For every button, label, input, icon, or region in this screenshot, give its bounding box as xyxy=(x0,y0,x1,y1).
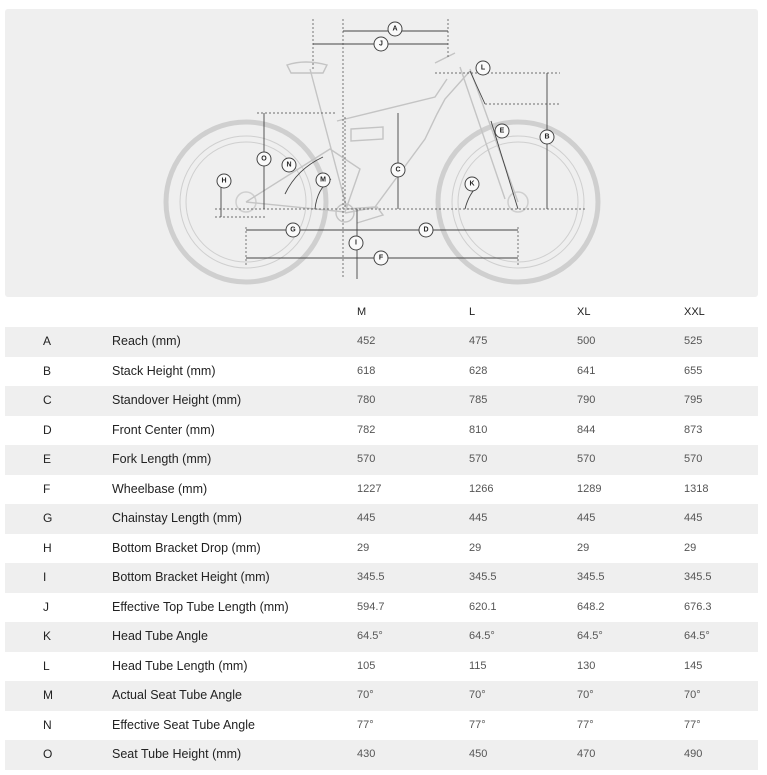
dimension-guides xyxy=(215,19,585,279)
row-value-xl: 844 xyxy=(577,423,596,436)
row-label: Fork Length (mm) xyxy=(112,452,212,466)
row-label: Seat Tube Height (mm) xyxy=(112,747,242,761)
row-value-l: 570 xyxy=(469,453,488,465)
table-row xyxy=(5,652,758,682)
row-value-xxl: 345.5 xyxy=(684,571,712,583)
row-code: G xyxy=(43,511,53,525)
row-label: Head Tube Angle xyxy=(112,629,208,643)
label-N xyxy=(282,158,296,172)
row-value-xxl: 1318 xyxy=(684,482,709,495)
row-code: K xyxy=(43,629,52,643)
row-code: E xyxy=(43,452,52,466)
table-row xyxy=(5,740,758,770)
row-value-m: 452 xyxy=(357,335,376,347)
label-A xyxy=(388,22,402,36)
row-value-l: 450 xyxy=(469,748,488,760)
row-value-l: 115 xyxy=(469,659,487,672)
table-row xyxy=(5,327,758,357)
table-header xyxy=(5,297,758,327)
row-value-m: 64.5° xyxy=(357,630,383,642)
row-code: I xyxy=(43,570,47,584)
row-value-m: 445 xyxy=(357,512,376,524)
label-D xyxy=(419,223,433,237)
row-value-l: 620.1 xyxy=(469,600,497,613)
row-code: L xyxy=(43,658,50,673)
column-header-xxl: XXL xyxy=(684,306,705,318)
row-value-m: 618 xyxy=(357,364,376,377)
row-value-l: 810 xyxy=(469,423,488,436)
label-L xyxy=(476,61,490,75)
row-code: J xyxy=(43,599,49,614)
label-K xyxy=(465,177,479,191)
label-B xyxy=(540,130,554,144)
svg-text:M: M xyxy=(320,176,326,184)
row-value-m: 105 xyxy=(357,659,376,672)
row-value-m: 780 xyxy=(357,394,376,406)
row-value-m: 1227 xyxy=(357,482,382,495)
label-C xyxy=(391,163,405,177)
svg-text:H: H xyxy=(221,177,227,185)
row-value-xl: 500 xyxy=(577,335,596,347)
row-value-l: 345.5 xyxy=(469,571,497,583)
row-value-l: 64.5° xyxy=(469,630,495,642)
table-row xyxy=(5,534,758,564)
row-value-l: 1266 xyxy=(469,482,494,495)
row-value-m: 77° xyxy=(357,718,374,731)
svg-text:E: E xyxy=(499,127,505,135)
bike-geometry-svg xyxy=(5,9,758,297)
row-label: Front Center (mm) xyxy=(112,422,215,437)
row-value-xl: 570 xyxy=(577,453,596,465)
row-code: M xyxy=(43,688,53,702)
table-row xyxy=(5,357,758,387)
svg-text:I: I xyxy=(355,239,357,247)
column-header-m: M xyxy=(357,306,367,318)
row-label: Chainstay Length (mm) xyxy=(112,511,242,525)
label-G xyxy=(286,223,300,237)
table-row xyxy=(5,416,758,446)
row-value-m: 430 xyxy=(357,748,376,760)
row-code: N xyxy=(43,717,52,732)
row-value-xl: 29 xyxy=(577,541,590,554)
row-value-m: 570 xyxy=(357,453,376,465)
column-header-l: L xyxy=(469,306,476,318)
row-value-l: 785 xyxy=(469,394,488,406)
row-value-xxl: 145 xyxy=(684,659,703,672)
svg-text:J: J xyxy=(379,40,383,48)
label-M xyxy=(316,173,330,187)
row-value-xxl: 445 xyxy=(684,512,703,524)
svg-text:A: A xyxy=(392,25,398,33)
table-row xyxy=(5,711,758,741)
row-value-xl: 70° xyxy=(577,689,594,701)
row-label: Head Tube Length (mm) xyxy=(112,658,248,673)
svg-text:C: C xyxy=(395,166,401,174)
table-row xyxy=(5,563,758,593)
row-value-l: 475 xyxy=(469,335,488,347)
row-value-xxl: 29 xyxy=(684,541,697,554)
row-value-l: 29 xyxy=(469,541,482,554)
row-value-xxl: 570 xyxy=(684,453,703,465)
table-row xyxy=(5,475,758,505)
row-value-xxl: 655 xyxy=(684,364,703,377)
row-value-m: 594.7 xyxy=(357,600,385,613)
row-value-m: 70° xyxy=(357,689,374,701)
row-value-xxl: 64.5° xyxy=(684,630,710,642)
row-value-xl: 641 xyxy=(577,364,596,377)
row-value-xl: 790 xyxy=(577,394,596,406)
svg-text:B: B xyxy=(544,133,550,141)
column-header-xl: XL xyxy=(577,306,591,318)
row-value-xl: 445 xyxy=(577,512,596,524)
row-label: Reach (mm) xyxy=(112,334,181,348)
row-value-xl: 77° xyxy=(577,718,594,731)
row-code: C xyxy=(43,393,52,407)
row-code: D xyxy=(43,422,52,437)
row-label: Standover Height (mm) xyxy=(112,393,242,407)
row-code: B xyxy=(43,363,52,378)
bike-frame xyxy=(246,53,518,223)
table-row xyxy=(5,622,758,652)
row-value-xl: 345.5 xyxy=(577,571,605,583)
svg-text:G: G xyxy=(290,226,296,234)
svg-text:F: F xyxy=(378,254,384,262)
svg-text:D: D xyxy=(423,226,429,234)
row-value-l: 628 xyxy=(469,364,488,377)
row-value-xxl: 77° xyxy=(684,718,701,731)
row-code: H xyxy=(43,540,52,555)
row-value-l: 70° xyxy=(469,689,486,701)
row-code: O xyxy=(43,747,53,761)
table-row xyxy=(5,445,758,475)
label-I xyxy=(349,236,363,250)
svg-text:N: N xyxy=(286,161,292,169)
table-row xyxy=(5,593,758,623)
row-value-xxl: 490 xyxy=(684,748,703,760)
row-value-l: 445 xyxy=(469,512,488,524)
svg-text:L: L xyxy=(480,64,486,72)
row-label: Stack Height (mm) xyxy=(112,363,216,378)
table-row xyxy=(5,386,758,416)
label-E xyxy=(495,124,509,138)
label-H xyxy=(217,174,231,188)
row-code: A xyxy=(43,334,52,348)
row-value-xxl: 70° xyxy=(684,689,701,701)
row-label: Bottom Bracket Height (mm) xyxy=(112,570,270,584)
geometry-table xyxy=(5,297,758,770)
row-label: Wheelbase (mm) xyxy=(112,481,208,496)
row-value-m: 29 xyxy=(357,541,370,554)
table-row xyxy=(5,504,758,534)
row-value-xl: 1289 xyxy=(577,482,602,495)
label-J xyxy=(374,37,388,51)
row-value-xl: 470 xyxy=(577,748,596,760)
row-value-xxl: 676.3 xyxy=(684,600,712,613)
row-code: F xyxy=(43,481,51,496)
row-value-l: 77° xyxy=(469,718,486,731)
bike-geometry-diagram xyxy=(5,9,758,297)
row-value-m: 345.5 xyxy=(357,571,385,583)
row-value-xxl: 873 xyxy=(684,423,703,436)
table-row xyxy=(5,681,758,711)
row-label: Effective Top Tube Length (mm) xyxy=(112,599,289,614)
row-value-xxl: 795 xyxy=(684,394,703,406)
label-F xyxy=(374,251,388,265)
row-value-xxl: 525 xyxy=(684,335,703,347)
row-value-xl: 130 xyxy=(577,659,596,672)
row-value-xl: 648.2 xyxy=(577,600,605,613)
svg-text:K: K xyxy=(469,180,475,188)
row-label: Effective Seat Tube Angle xyxy=(112,717,255,732)
row-label: Actual Seat Tube Angle xyxy=(112,688,242,702)
row-value-m: 782 xyxy=(357,423,376,436)
svg-text:O: O xyxy=(261,155,267,163)
label-O xyxy=(257,152,271,166)
row-value-xl: 64.5° xyxy=(577,630,603,642)
row-label: Bottom Bracket Drop (mm) xyxy=(112,540,261,555)
